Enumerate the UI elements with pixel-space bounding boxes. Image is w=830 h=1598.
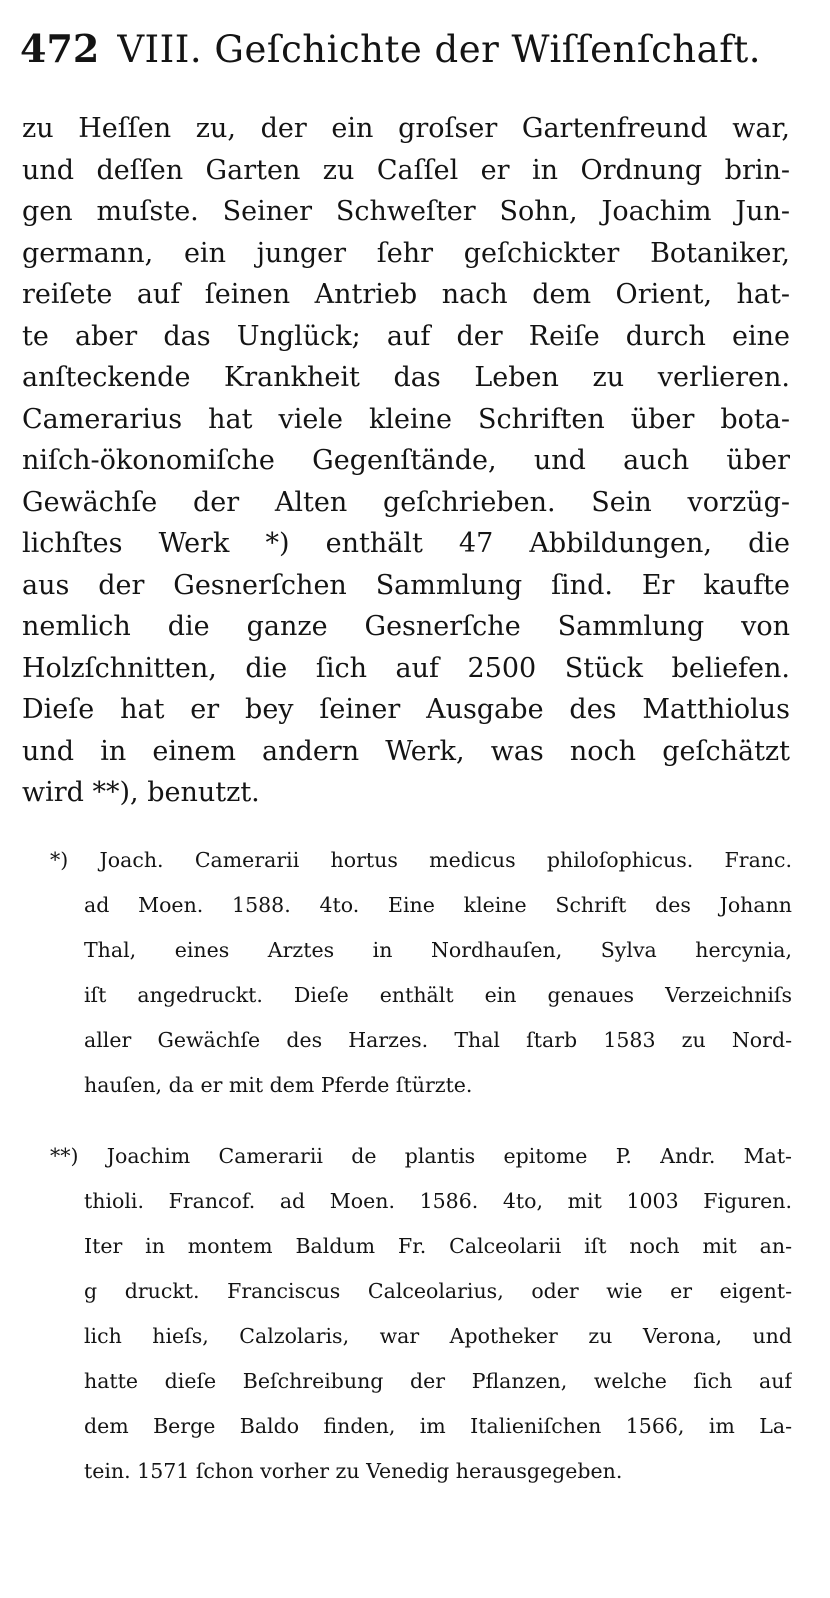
- footnote-line: **) Joachim Camerarii de plantis epitome P. Andr. Mat-: [50, 1144, 792, 1168]
- text-line: anſteckende Krankheit das Leben zu verlieren.: [22, 362, 790, 393]
- footnotes: [50, 838, 792, 1520]
- text-line: und in einem andern Werk, was noch geſchätzt: [22, 735, 790, 767]
- footnote-line: lich hieſs, Calzolaris, war Apotheker zu Verona, und: [84, 1324, 792, 1348]
- footnote-line: tein. 1571 ſchon vorher zu Venedig herausgegeben.: [84, 1459, 623, 1483]
- text-line: germann, ein junger ſehr geſchickter Botaniker,: [22, 237, 790, 269]
- text-line: nemlich die ganze Gesnerſche Sammlung von: [22, 611, 790, 642]
- text-line: Holzſchnitten, die ſich auf 2500 Stück beliefen.: [22, 652, 790, 684]
- footnote-line: *) Joach. Camerarii hortus medicus philoſophicus. Franc.: [50, 848, 792, 872]
- footnote-line: g druckt. Franciscus Calceolarius, oder wie er eigent-: [84, 1279, 792, 1303]
- text-line: zu Heſſen zu, der ein groſser Gartenfreund war,: [22, 113, 790, 144]
- text-line: te aber das Unglück; auf der Reiſe durch eine: [22, 320, 790, 352]
- running-title: VIII. Geſchichte der Wiſſenſchaft.: [117, 28, 762, 71]
- footnote-double-asterisk: [50, 1134, 792, 1494]
- text-line: niſch-ökonomiſche Gegenſtände, und auch über: [22, 445, 790, 476]
- page-header: [20, 26, 810, 71]
- footnote-single-asterisk: [50, 838, 792, 1108]
- main-text: [22, 108, 790, 814]
- text-line: wird **), benutzt.: [22, 777, 260, 808]
- footnote-line: dem Berge Baldo finden, im Italieniſchen 1566, im La-: [84, 1414, 792, 1438]
- footnote-line: Iter in montem Baldum Fr. Calceolarii iſt noch mit an-: [84, 1234, 792, 1258]
- footnote-line: aller Gewächſe des Harzes. Thal ſtarb 1583 zu Nord-: [84, 1028, 792, 1052]
- footnote-line: Thal, eines Arztes in Nordhauſen, Sylva hercynia,: [84, 938, 792, 962]
- footnote-line: thioli. Francof. ad Moen. 1586. 4to, mit 1003 Figuren.: [84, 1189, 792, 1213]
- text-line: lichſtes Werk *) enthält 47 Abbildungen, die: [22, 528, 790, 559]
- text-line: und deſſen Garten zu Caſſel er in Ordnung brin-: [22, 154, 790, 186]
- footnote-line: ad Moen. 1588. 4to. Eine kleine Schrift des Johann: [84, 893, 792, 917]
- footnote-line: hauſen, da er mit dem Pferde ſtürzte.: [84, 1073, 473, 1097]
- footnote-line: hatte dieſe Beſchreibung der Pflanzen, welche ſich auf: [84, 1369, 792, 1393]
- text-line: aus der Gesnerſchen Sammlung ſind. Er kaufte: [22, 569, 790, 601]
- page-number: 472: [20, 26, 100, 71]
- text-line: Dieſe hat er bey ſeiner Ausgabe des Matthiolus: [22, 694, 790, 725]
- text-line: Gewächſe der Alten geſchrieben. Sein vorzüg-: [22, 486, 790, 518]
- text-line: gen muſste. Seiner Schweſter Sohn, Joachim Jun-: [22, 196, 790, 227]
- footnote-line: iſt angedruckt. Dieſe enthält ein genaues Verzeichniſs: [84, 983, 792, 1007]
- text-line: Camerarius hat viele kleine Schriften über bota-: [22, 403, 790, 435]
- text-line: reiſete auf ſeinen Antrieb nach dem Orient, hat-: [22, 279, 790, 310]
